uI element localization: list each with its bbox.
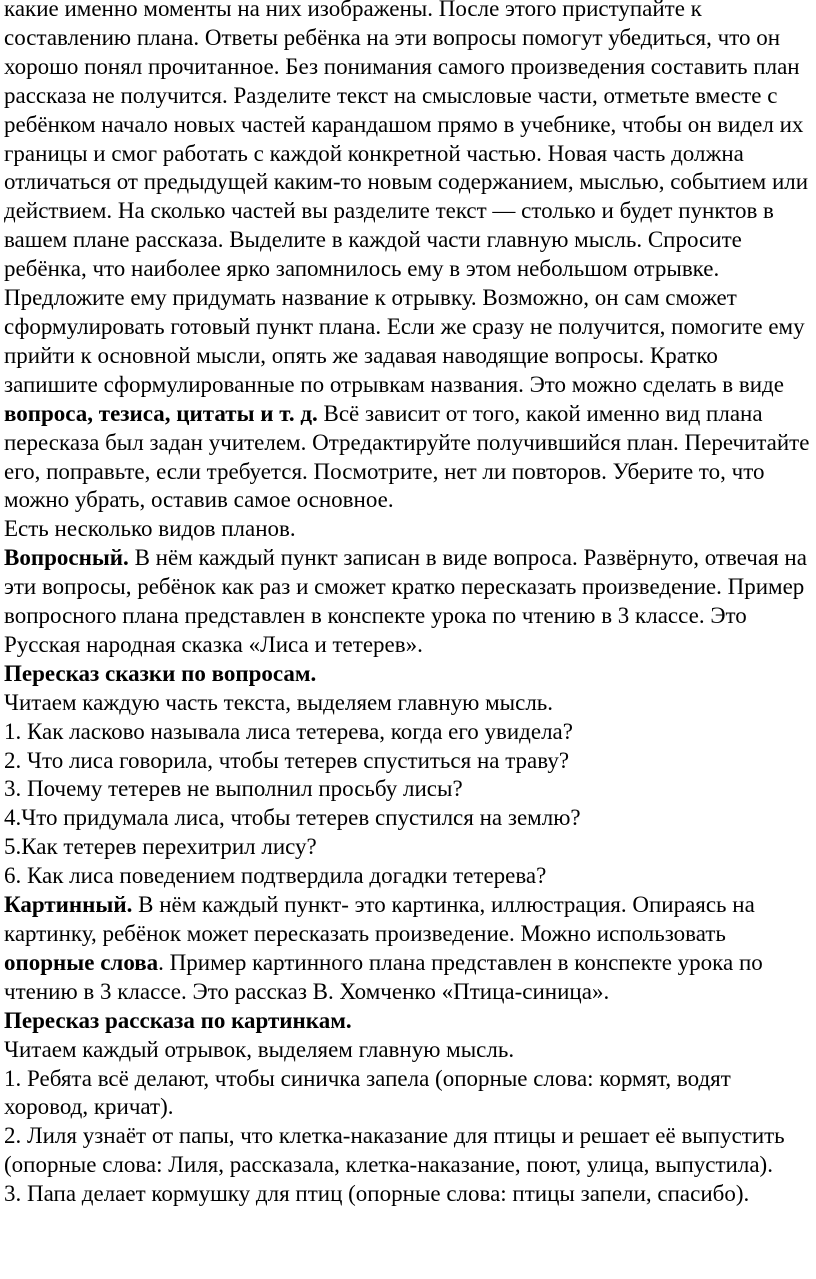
picture-item: 1. Ребята всё делают, чтобы синичка запела (опорные слова: кормят, водят хоровод, кричат). bbox=[4, 1065, 731, 1120]
question-subline: Читаем каждую часть текста, выделяем главную мысль. bbox=[4, 689, 554, 715]
intro-paragraph bbox=[4, 0, 812, 515]
question-heading-text: Пересказ сказки по вопросам. bbox=[4, 660, 317, 686]
picture-plan-tail: . Пример картинного плана представлен в конспекте урока по чтению в 3 классе. Это рассказ В. Хомченко «Птица-синица». bbox=[4, 949, 763, 1004]
picture-item: 2. Лиля узнаёт от папы, что клетка-наказание для птицы и решает её выпустить (опорные слова: Лиля, рассказала, клетка-наказание, поют, улица, выпустила). bbox=[4, 1123, 785, 1178]
question-plan-paragraph bbox=[4, 544, 812, 660]
question-item: 1. Как ласково называла лиса тетерева, когда его увидела? bbox=[4, 718, 573, 744]
intro-tail-text: Всё зависит от того, какой именно вид плана пересказа был задан учителем. Отредактируйте получившийся план. Перечитайте его, поправьте, если требуется. Посмотрите, нет ли повторов. Уберите то, что можно убрать, оставив самое основное. bbox=[4, 400, 810, 513]
question-item: 4.Что придумала лиса, чтобы тетерев спустился на землю? bbox=[4, 805, 581, 831]
question-item: 3. Почему тетерев не выполнил просьбу лисы? bbox=[4, 776, 463, 802]
question-plan-term: Вопросный. bbox=[4, 545, 129, 571]
question-item: 2. Что лиса говорила, чтобы тетерев спуститься на траву? bbox=[4, 747, 570, 773]
question-plan-text: В нём каждый пункт записан в виде вопроса. Развёрнуто, отвечая на эти вопросы, ребёнок как раз и сможет кратко пересказать произведение. Пример вопросного плана представлен в конспекте урока по чтению в 3 классе. Это Русская народная сказка «Лиса и тетерев». bbox=[4, 545, 807, 657]
picture-item: 3. Папа делает кормушку для птиц (опорные слова: птицы запели, спасибо). bbox=[4, 1181, 750, 1207]
picture-heading-text: Пересказ рассказа по картинкам. bbox=[4, 1007, 352, 1033]
question-item: 6. Как лиса поведением подтвердила догадки тетерева? bbox=[4, 863, 547, 889]
kinds-line: Есть несколько видов планов. bbox=[4, 516, 296, 542]
picture-plan-bold: опорные слова bbox=[4, 949, 159, 975]
picture-heading bbox=[4, 1007, 812, 1036]
intro-text: какие именно моменты на них изображены. После этого приступайте к составлению плана. Ответы ребёнка на эти вопросы помогут убедиться, что он хорошо понял прочитанное. Без понимания самого произведения составить план рассказа не получится. Разделите текст на смысловые части, отметьте вместе с ребёнком начало новых частей карандашом прямо в учебнике, чтобы он видел их границы и смог работать с каждой конкретной частью. Новая часть должна отличаться от предыдущей каким-то новым содержанием, мыслью, событием или действием. На сколько частей вы разделите текст — столько и будет пунктов в вашем плане рассказа. Выделите в каждой части главную мысль. Спросите ребёнка, что наиболее ярко запомнилось ему в этом небольшом отрывке. Предложите ему придумать название к отрывку. Возможно, он сам сможет сформулировать готовый пункт плана. Если же сразу не получится, помогите ему прийти к основной мысли, опять же задавая наводящие вопросы. Кратко запишите сформулированные по отрывкам названия. Это можно сделать в виде bbox=[4, 0, 809, 397]
picture-subline: Читаем каждый отрывок, выделяем главную мысль. bbox=[4, 1036, 515, 1062]
question-heading bbox=[4, 660, 812, 689]
picture-plan-paragraph bbox=[4, 891, 812, 1007]
intro-bold-text: вопроса, тезиса, цитаты и т. д. bbox=[4, 400, 318, 426]
picture-plan-text: В нём каждый пункт- это картинка, иллюстрация. Опираясь на картинку, ребёнок может пересказать произведение. Можно использовать bbox=[4, 892, 755, 946]
picture-plan-term: Картинный. bbox=[4, 892, 133, 918]
question-item: 5.Как тетерев перехитрил лису? bbox=[4, 834, 317, 860]
